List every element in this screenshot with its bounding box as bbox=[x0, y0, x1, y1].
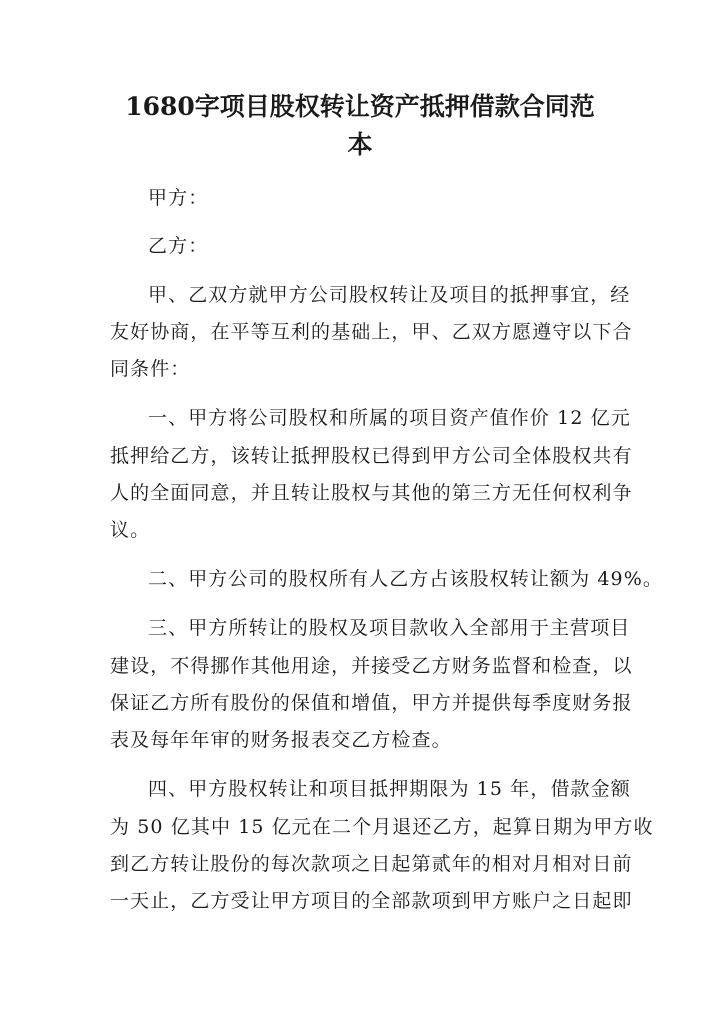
document-title bbox=[112, 88, 608, 164]
title-line-1: 1680字项目股权转让资产抵押借款合同范 bbox=[125, 92, 595, 121]
clause-1-line-1: 一、甲方将公司股权和所属的项目资产值作价 12 亿元 bbox=[148, 407, 631, 429]
clause-4-line-4: 一天止，乙方受让甲方项目的全部款项到甲方账户之日起即 bbox=[110, 890, 633, 912]
clause-3-line-2: 建设，不得挪作其他用途，并接受乙方财务监督和检查，以 bbox=[110, 655, 633, 677]
clause-4-line-1: 四、甲方股权转让和项目抵押期限为 15 年，借款金额 bbox=[148, 778, 631, 800]
clause-1-line-4: 议。 bbox=[110, 519, 151, 541]
intro-line-2: 友好协商，在平等互利的基础上，甲、乙双方愿遵守以下合 bbox=[110, 321, 633, 343]
clause-3-line-1: 三、甲方所转让的股权及项目款收入全部用于主营项目 bbox=[148, 617, 631, 639]
clause-1-line-3: 人的全面同意，并且转让股权与其他的第三方无任何权利争 bbox=[110, 482, 633, 504]
clause-4-line-3: 到乙方转让股份的每次款项之日起第贰年的相对月相对日前 bbox=[110, 853, 633, 875]
party-a-label: 甲方： bbox=[148, 187, 209, 209]
clause-3-line-3: 保证乙方所有股份的保值和增值，甲方并提供每季度财务报 bbox=[110, 692, 633, 714]
intro-line-3: 同条件： bbox=[110, 358, 191, 380]
party-b-label: 乙方： bbox=[148, 235, 209, 257]
clause-3-line-4: 表及每年年审的财务报表交乙方检查。 bbox=[110, 729, 452, 751]
clause-1-line-2: 抵押给乙方，该转让抵押股权已得到甲方公司全体股权共有 bbox=[110, 445, 633, 467]
clause-4-line-2: 为 50 亿其中 15 亿元在二个月退还乙方，起算日期为甲方收 bbox=[110, 816, 654, 838]
title-line-2: 本 bbox=[347, 130, 373, 159]
intro-line-1: 甲、乙双方就甲方公司股权转让及项目的抵押事宜，经 bbox=[148, 284, 631, 306]
clause-2-line-1: 二、甲方公司的股权所有人乙方占该股权转让额为 49%。 bbox=[148, 568, 663, 590]
